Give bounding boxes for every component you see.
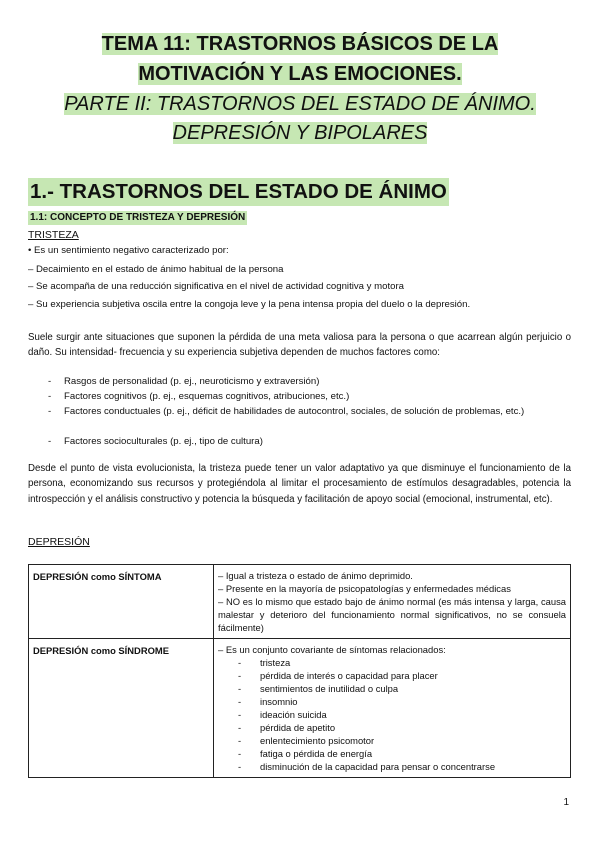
section-heading: 1.- TRASTORNOS DEL ESTADO DE ÁNIMO — [28, 178, 449, 206]
factor-item: - Rasgos de personalidad (p. ej., neuroticismo y extraversión) — [48, 376, 320, 387]
factor-item-dash: - — [48, 406, 52, 417]
paragraph-2: Desde el punto de vista evolucionista, la tristeza puede tener un valor adaptativo ya que disminuye el funcionamiento de la persona, economizando sus recursos y protegiéndola al limitar el procesamiento de estímulos desagradables, potencia la introspección y el análisis constructivo y potencia la búsqueda y facilitación de apoyo social (emocional, instrumental, etc). — [28, 463, 571, 505]
symptom-item: - tristeza — [238, 657, 291, 668]
tristeza-label: TRISTEZA — [28, 229, 79, 241]
table-row — [29, 639, 571, 778]
factor-item: - Factores cognitivos (p. ej., esquemas cognitivos, atribuciones, etc.) — [48, 391, 350, 402]
factor-item: Factores conductuales (p. ej., déficit de habilidades de autocontrol, sociales, de solución de problemas, etc.) — [64, 406, 525, 417]
symptom-item: - pérdida de apetito — [238, 722, 336, 733]
row-line: – Igual a tristeza o estado de ánimo deprimido. — [218, 570, 413, 581]
subtitle-line-2: DEPRESIÓN Y BIPOLARES — [172, 122, 428, 144]
row-label: DEPRESIÓN como SÍNDROME — [29, 639, 214, 778]
symptom-item: - sentimientos de inutilidad o culpa — [238, 683, 399, 694]
symptom-item: - insomnio — [238, 696, 298, 707]
section-subheading: 1.1: CONCEPTO DE TRISTEZA Y DEPRESIÓN — [30, 212, 246, 223]
page-number: 1 — [563, 797, 569, 808]
row-label: DEPRESIÓN como SÍNTOMA — [29, 565, 214, 639]
row-line: – NO es lo mismo que estado bajo de ánimo normal (es más intensa y larga, causa malestar y deterioro del funcionamiento normal significativos, no se consuela fácilmente) — [218, 596, 566, 633]
depresion-table — [28, 564, 571, 778]
title-line-1: TEMA 11: TRASTORNOS BÁSICOS DE LA — [101, 33, 499, 55]
tristeza-line: • Es un sentimiento negativo caracterizado por: — [28, 245, 229, 256]
symptom-item: - fatiga o pérdida de energía — [238, 748, 373, 759]
paragraph-1: Suele surgir ante situaciones que suponen la pérdida de una meta valiosa para la persona o que acarrean algún perjuicio o daño. Su intensidad- frecuencia y su experiencia subjetiva dependen de muchos factores como: — [28, 332, 571, 359]
row-line: – Presente en la mayoría de psicopatologías y enfermedades médicas — [218, 583, 511, 594]
title-line-2: MOTIVACIÓN Y LAS EMOCIONES. — [138, 63, 462, 85]
symptom-item: - enlentecimiento psicomotor — [238, 735, 375, 746]
tristeza-line: – Su experiencia subjetiva oscila entre la congoja leve y la pena intensa propia del duelo o la depresión. — [28, 299, 471, 310]
symptom-item: - ideación suicida — [238, 709, 327, 720]
symptom-item: - pérdida de interés o capacidad para placer — [238, 670, 438, 681]
subtitle-line-1: PARTE II: TRASTORNOS DEL ESTADO DE ÁNIMO. — [64, 93, 536, 115]
depresion-label: DEPRESIÓN — [28, 536, 90, 548]
row-line: – Es un conjunto covariante de síntomas relacionados: — [218, 644, 446, 655]
tristeza-line: – Decaimiento en el estado de ánimo habitual de la persona — [28, 264, 284, 275]
symptom-item: - disminución de la capacidad para pensar o concentrarse — [238, 761, 496, 772]
row-content — [214, 639, 571, 778]
row-content — [214, 565, 571, 639]
tristeza-line: – Se acompaña de una reducción significativa en el nivel de actividad cognitiva y motora — [28, 281, 404, 292]
table-row — [29, 565, 571, 639]
factor-item: - Factores socioculturales (p. ej., tipo de cultura) — [48, 436, 263, 447]
